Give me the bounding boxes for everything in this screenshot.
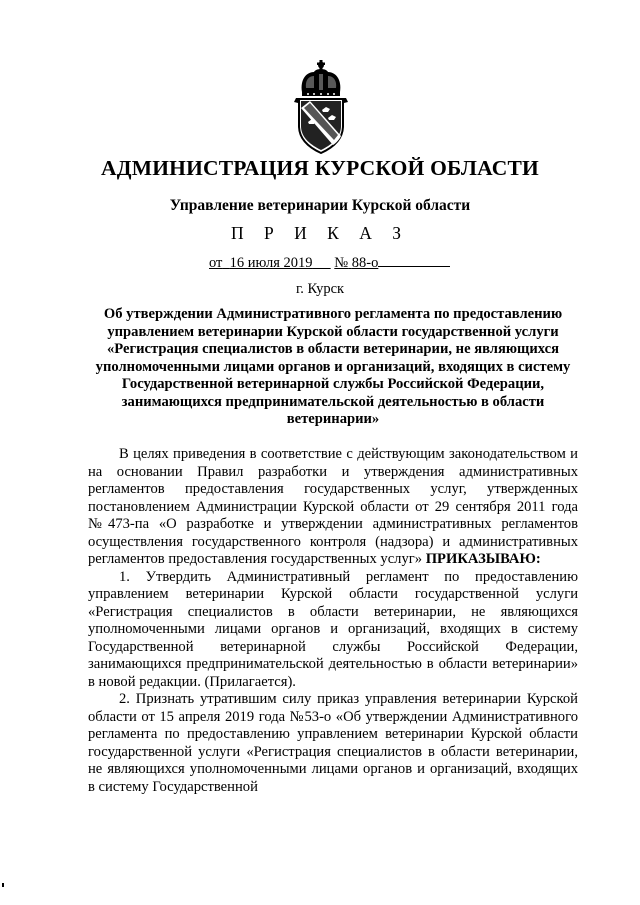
order-date-number-line — [209, 253, 459, 271]
organization-title: АДМИНИСТРАЦИЯ КУРСКОЙ ОБЛАСТИ — [101, 156, 539, 180]
document-type: П Р И К А З — [231, 223, 409, 243]
item-1-paragraph: 1. Утвердить Административный регламент по предоставлению управлением ветеринарии Курской области государственной услуги «Регистрация специалистов в области ветеринарии, не являющихся уполномоченными лицами органов и организаций, входящих в систему Государственной ветеринарной службы Российской Федерации, занимающихся предпринимательской деятельностью в области ветеринарии» в новой редакции. (Прилагается). — [88, 568, 578, 690]
item-2-paragraph: 2. Признать утратившим силу приказ управления ветеринарии Курской области от 15 апреля 2019 года №53-о «Об утверждении Административного регламента по предоставлению управлением ветеринарии Курской области государственной услуги «Регистрация специалистов в области ветеринарии, не являющихся уполномоченными лицами органов и организаций, входящих в систему Государственной — [88, 691, 578, 795]
city-line: г. Курск — [295, 281, 345, 297]
department-name: Управление ветеринарии Курской области — [169, 197, 471, 214]
order-body — [88, 446, 578, 796]
order-number: 88-о — [351, 255, 379, 271]
order-title: Об утверждении Административного регламента по предоставлению управлением ветеринарии Курской области государственной услуги «Регистрация специалистов в области ветеринарии, не являющихся уполномоченными лицами органов и организаций, входящих в систему Государственной ветеринарной службы Российской Федерации, занимающихся предпринимательской деятельностью в области ветеринарии» — [95, 306, 571, 427]
order-word: ПРИКАЗЫВАЮ: — [425, 551, 541, 567]
preamble-paragraph — [88, 446, 578, 569]
margin-mark — [2, 883, 4, 887]
preamble-text: В целях приведения в соответствие с действующим законодательством и на основании Правил разработки и утверждения административных регламентов предоставления государственных услуг, утвержденных постановлением Администрации Курской области от 29 сентября 2011 года №473-па «О разработке и утверждении административных регламентов осуществления государственного контроля (надзора) и административных регламентов предоставления государственных услуг» — [88, 446, 578, 567]
number-underline — [378, 253, 450, 267]
date-prefix: от — [209, 255, 223, 271]
order-date: 16 июля 2019 — [229, 255, 313, 271]
number-prefix: № — [334, 255, 349, 271]
coat-of-arms-emblem — [292, 58, 350, 154]
